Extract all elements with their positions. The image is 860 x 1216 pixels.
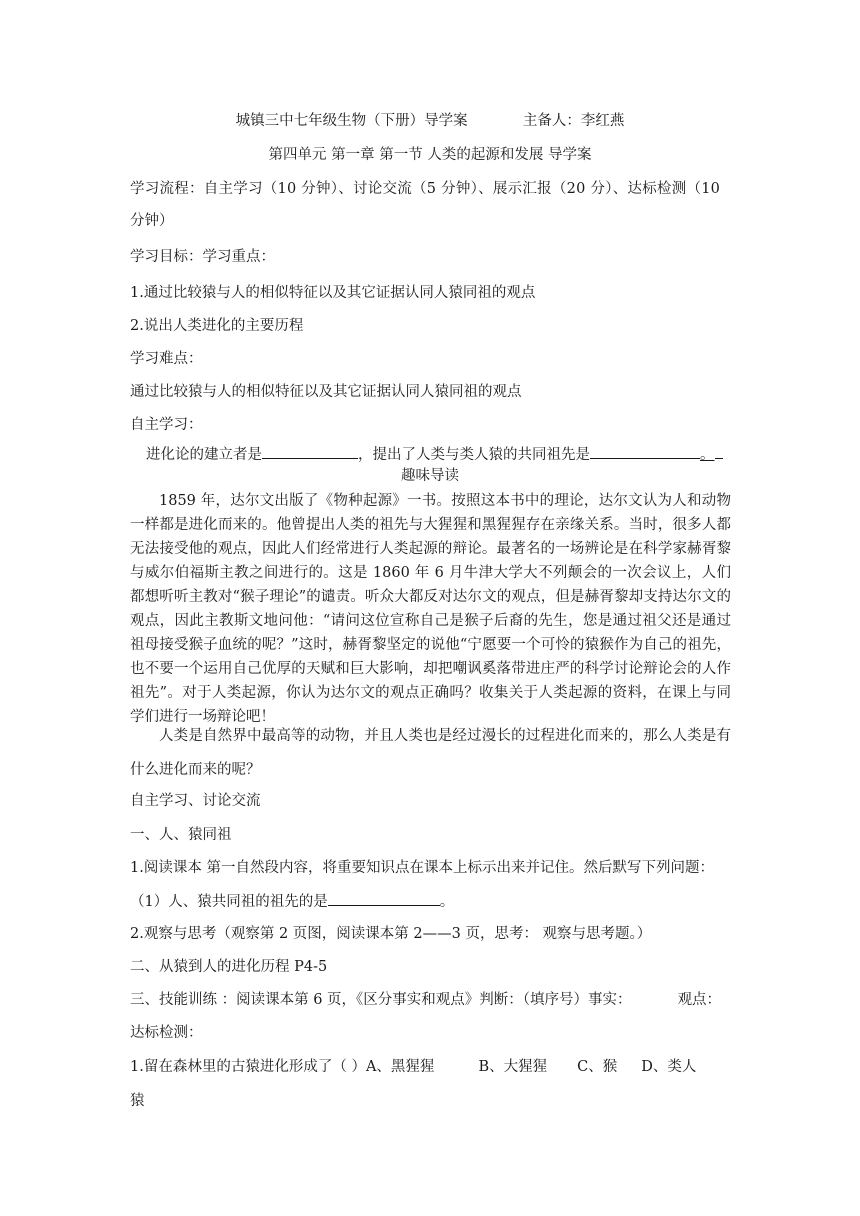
- answer-blank: [715, 444, 723, 459]
- question-text: （1）人、猿共同祖的祖先的是: [130, 894, 328, 910]
- discussion-subitem-1: [130, 891, 454, 911]
- study-flow-line2: 分钟）: [130, 213, 174, 229]
- option-d: D、类人: [641, 1059, 697, 1075]
- option-a: A、黑猩猩: [365, 1059, 435, 1075]
- discussion-item-2: 2.观察与思考（观察第 2 页图，阅读课本第 2——3 页，思考： 观察与思考题。）: [130, 926, 652, 942]
- reading-title: 趣味导读: [401, 468, 459, 484]
- difficulty-text: 通过比较猿与人的相似特征以及其它证据认同人猿同祖的观点: [130, 384, 522, 400]
- opinion-label: 观点：: [677, 992, 722, 1008]
- goal-item-1: 1.通过比较猿与人的相似特征以及其它证据认同人猿同祖的观点: [130, 285, 536, 301]
- intro-paragraph: 人类是自然界中最高等的动物，并且人类也是经过漫长的过程进化而来的，那么人类是有什么进化而来的呢？: [130, 728, 731, 778]
- question-end: 。: [439, 894, 455, 910]
- test-question-1: [130, 1058, 696, 1076]
- study-flow-line1: 学习流程：自主学习（10 分钟）、讨论交流（5 分钟）、展示汇报（20 分）、达标检测（10: [130, 181, 721, 197]
- answer-blank[interactable]: [590, 444, 700, 459]
- option-b: B、大猩猩: [478, 1059, 548, 1075]
- lesson-subtitle: 第四单元 第一章 第一节 人类的起源和发展 导学案: [268, 147, 592, 163]
- test-heading: 达标检测：: [130, 1025, 203, 1041]
- self-study-question: [146, 444, 723, 464]
- goal-item-2: 2.说出人类进化的主要历程: [130, 318, 304, 334]
- test-question-1-cont: 猿: [130, 1093, 145, 1109]
- reading-passage: 1859 年，达尔文出版了《物种起源》一书。按照这本书中的理论，达尔文认为人和动物一样都是进化而来的。他曾提出人类的祖先与大猩猩和黑猩猩存在亲缘关系。当时，很多人都无法接受他的观点，因此人们经常进行人类起源的辩论。最著名的一场辨论是在科学家赫胥黎与威尔伯福斯主教之间进行的。这是 1860 年 6 月牛津大学大不列颠会的一次会议上，人们都想听听主教对“猴子理论”的谴责。听众大都反对达尔文的观点，但是赫胥黎却支持达尔文的观点，因此主教斯文地问他：“请问这位宣称自己是猴子后裔的先生，您是通过祖父还是通过祖母接受猴子血统的呢？”这时，赫胥黎坚定的说他“宁愿要一个可怜的猿猴作为自己的祖先，也不要一个运用自己优厚的天赋和巨大影响，却把嘲讽奚落带进庄严的科学讨论辩论会的人作祖先”。对于人类起源，你认为达尔文的观点正确吗？收集关于人类起源的资料，在课上与同学们进行一场辩论吧！: [130, 493, 731, 725]
- header-line: [0, 112, 860, 130]
- section-2-heading: 二、从猿到人的进化历程 P4-5: [130, 959, 328, 975]
- preparer: 主备人：李红燕: [522, 113, 625, 129]
- question-text: 进化论的建立者是: [146, 447, 262, 463]
- self-study-heading: 自主学习：: [130, 417, 203, 433]
- skill-training-text: 三、技能训练 ：阅读课本第 6 页，《区分事实和观点》判断：（填序号）事实：: [130, 992, 632, 1008]
- goals-heading: 学习目标：学习重点：: [130, 249, 275, 265]
- section-1-heading: 一、人、猿同祖: [130, 827, 232, 843]
- question-end: 。: [700, 447, 715, 463]
- document-title: 城镇三中七年级生物（下册）导学案: [235, 113, 468, 129]
- answer-blank[interactable]: [328, 891, 440, 906]
- answer-blank[interactable]: [262, 444, 358, 459]
- discussion-heading: 自主学习、讨论交流: [130, 793, 261, 809]
- question-text: ，提出了人类与类人猿的共同祖先是: [358, 447, 590, 463]
- section-3-line: [130, 991, 721, 1009]
- discussion-item-1: 1.阅读课本 第一自然段内容，将重要知识点在课本上标示出来并记住。然后默写下列问题：: [130, 860, 714, 876]
- difficulty-heading: 学习难点：: [130, 351, 203, 367]
- option-c: C、猴: [577, 1059, 618, 1075]
- question-stem: 1.留在森林里的古猿进化形成了（ ）: [130, 1059, 366, 1075]
